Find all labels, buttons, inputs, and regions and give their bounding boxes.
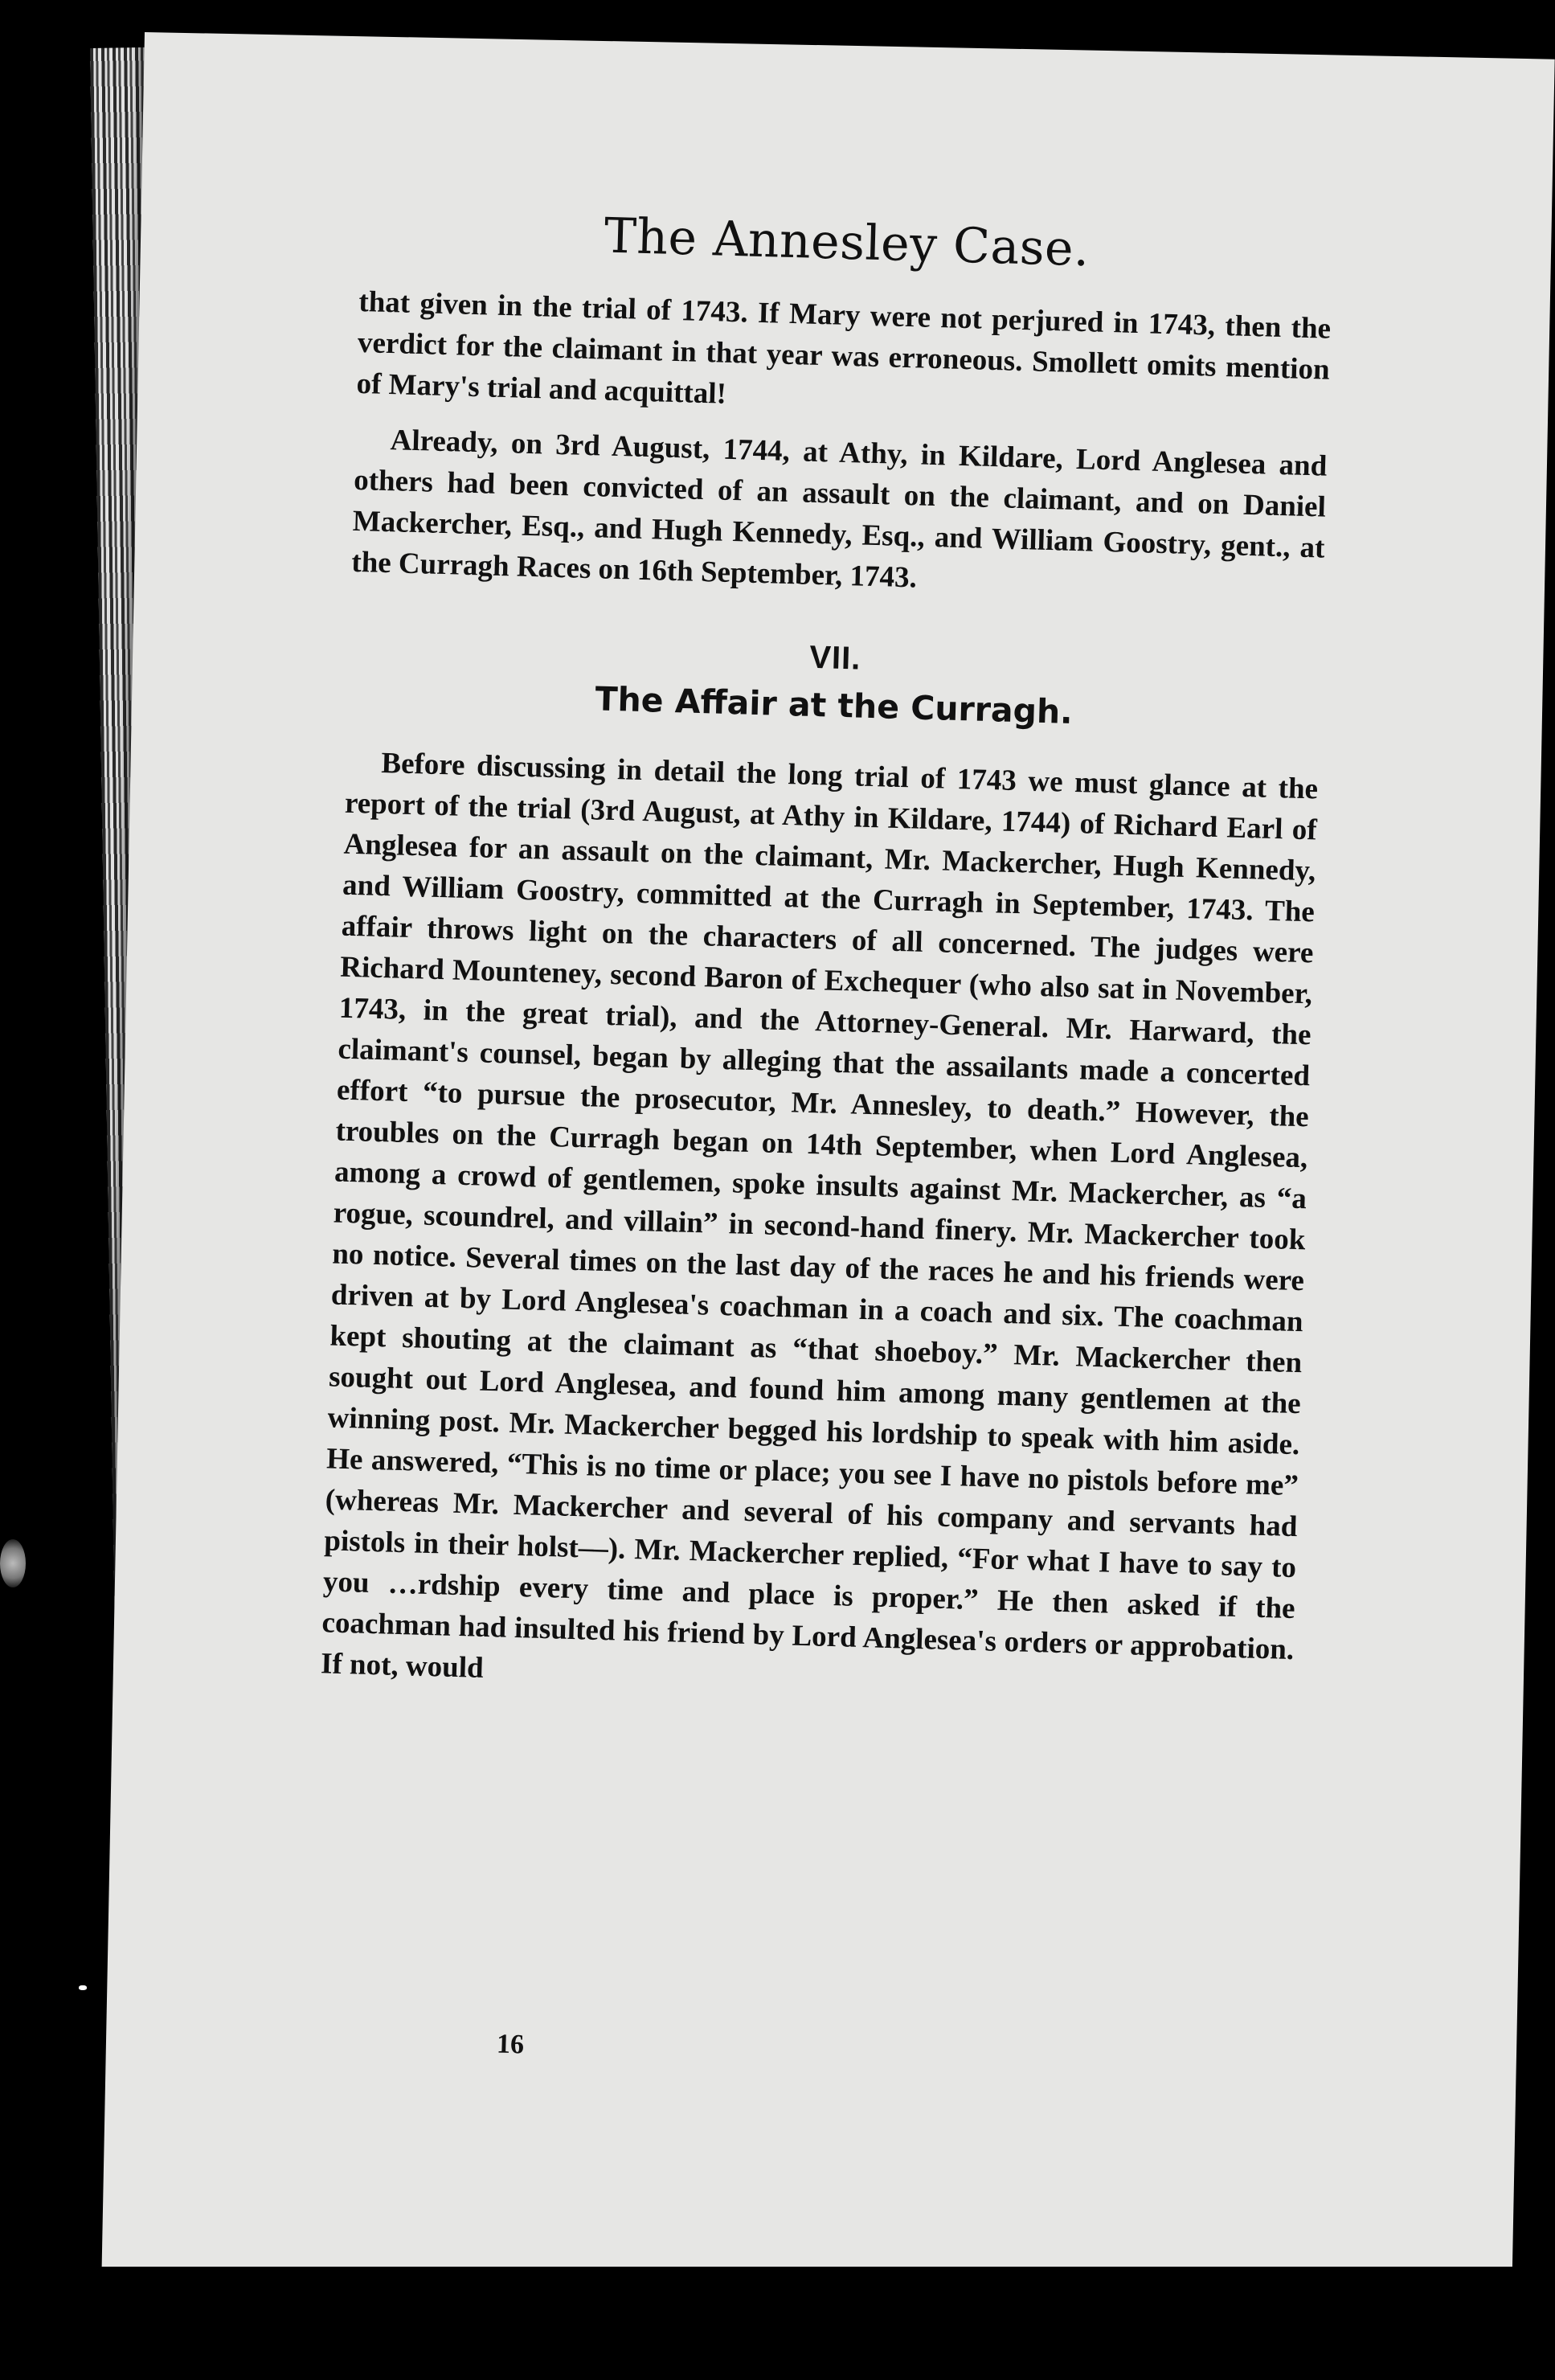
scan-blot: [0, 1539, 26, 1587]
scan-speck: [79, 1985, 87, 1990]
running-head: The Annesley Case.: [603, 207, 1091, 278]
paragraph-continued: that given in the trial of 1743. If Mary were not perjured in 1743, then the verdict for the claimant in that year was erroneous. Smollett omits mention of Mary's trial and acquittal!: [356, 285, 1332, 411]
page-bottom-shadow: [96, 2267, 1555, 2380]
paragraph-already: Already, on 3rd August, 1744, at Athy, in Kildare, Lord Anglesea and others had been convicted of an assault on the claimant, and on Daniel Mackercher, Esq., and Hugh Kennedy, Esq., and William Goostry, gent., at the Curragh Races on 16th September, 1743.: [350, 424, 1328, 595]
chapter-title: The Affair at the Curragh.: [594, 679, 1074, 731]
page-number: 16: [496, 2029, 525, 2060]
paragraph-before-discussing: Before discussing in detail the long trial of 1743 we must glance at the report of the trial (3rd August, at Athy in Kildare, 1744) of Richard Earl of Anglesea for an assault on the claimant, Mr. Mackercher, Hugh Kennedy, and William Goostry, committed at the Curragh in September, 1743. The affair throws light on the characters of all concerned. The judges were Richard Mounteney, second Baron of Exchequer (who also sat in November, 1743, in the great trial), and the Attorney-General. Mr. Harward, the claimant's counsel, began by alleging that the assailants made a concerted effort “to pursue the prosecutor, Mr. Annesley, to death.” However, the troubles on the Curragh began on 14th September, when Lord Anglesea, among a crowd of gentlemen, spoke insults against Mr. Mackercher, as “a rogue, scoundrel, and villain” in second-hand finery. Mr. Mackercher took no notice. Several times on the last day of the races he and his friends were driven at by Lord Anglesea's coachman in a coach and six. The coachman kept shouting at the claimant as “that shoeboy.” Mr. Mackercher then sought out Lord Anglesea, and found him among many gentlemen at the winning post. Mr. Mackercher begged his lordship to speak with him aside. He answered, “This is no time or place; you see I have no pistols before me” (whereas Mr. Mackercher and several of his company and servants had pistols in their holst––). Mr. Mackercher replied, “For what I have to say to you …rdship every time and place is proper.” He then asked if the coachman had insulted his friend by Lord Anglesea's orders or approbation. If not, would: [320, 746, 1319, 1685]
text-block: [320, 201, 1334, 1726]
chapter-number: VII.: [808, 639, 861, 677]
